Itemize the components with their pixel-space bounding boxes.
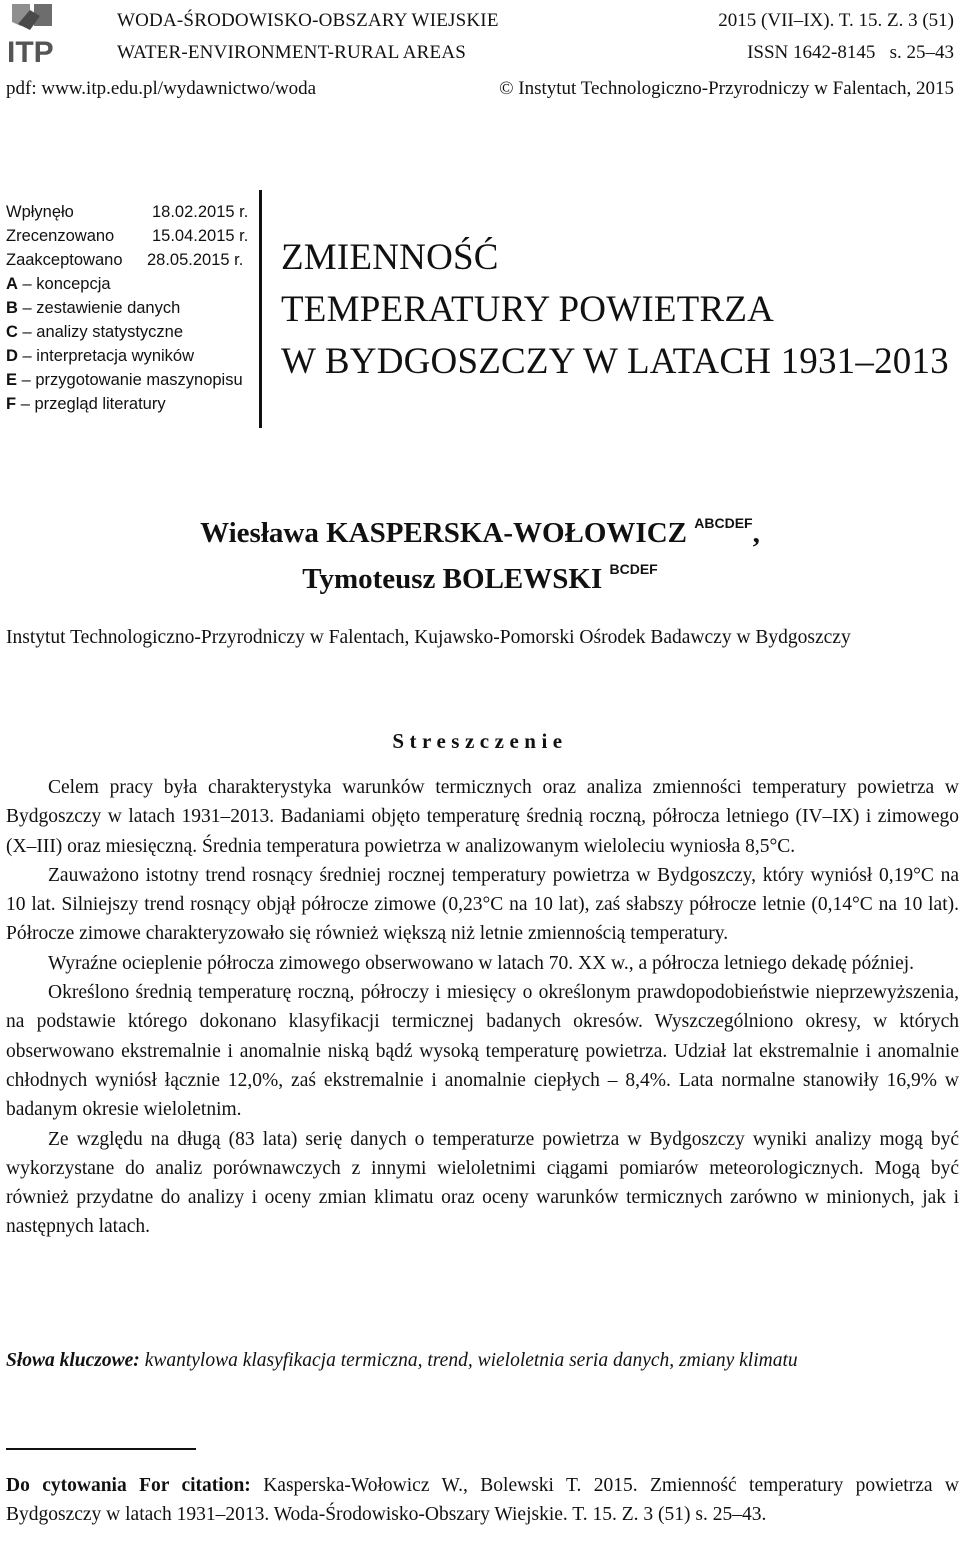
keywords-label: Słowa kluczowe: (6, 1350, 140, 1371)
publisher-copyright: © Instytut Technologiczno-Przyrodniczy w Falentach, 2015 (499, 78, 954, 99)
itp-logo (4, 2, 88, 68)
contribution-item: D – interpretacja wyników (6, 347, 195, 365)
page-range: s. 25–43 (889, 42, 954, 63)
date-reviewed-value: 15.04.2015 r. (152, 227, 249, 245)
keywords (6, 1346, 960, 1375)
citation (6, 1471, 959, 1530)
author-roles: ABCDEF (694, 515, 753, 531)
article-title-line-1: ZMIENNOŚĆ (281, 237, 499, 278)
article-title-line-2: TEMPERATURY POWIETRZA (281, 289, 775, 330)
abstract-paragraph: Celem pracy była charakterystyka warunków termicznych oraz analiza zmienności temperatury powietrza w Bydgoszczy w latach 1931–2013. Badaniami objęto temperaturę średnią roczną, półrocza letniego (IV–IX) i zimowego (X–III) oraz miesięczną. Średnia temperatura powietrza w analizowanym wieloleciu wyniosła 8,5°C. (6, 777, 959, 857)
citation-label: Do cytowania For citation: (6, 1475, 251, 1496)
journal-name-pl: WODA-ŚRODOWISKO-OBSZARY WIEJSKIE (117, 10, 499, 31)
date-received-value: 18.02.2015 r. (152, 203, 249, 221)
abstract-paragraph: Określono średnią temperaturę roczną, półroczy i miesięcy o określonym prawdopodobieństwie nieprzewyższenia, na podstawie którego dokonano klasyfikacji termicznej badanych okresów. Wyszczególniono okresy, w których obserwowano ekstremalnie i anomalnie niską bądź wysoką temperaturę powietrza. Udział lat ekstremalnie i anomalnie chłodnych wyniósł łącznie 12,0%, zaś ekstremalnie i anomalnie ciepłych – 8,4%. Lata normalne stanowiły 16,9% w badanym okresie wieloletnim. (6, 982, 959, 1121)
date-accepted-value: 28.05.2015 r. (147, 251, 244, 269)
author-2: Tymoteusz BOLEWSKI $^{BCDEF}$ (302, 561, 658, 595)
pdf-url-link[interactable]: pdf: www.itp.edu.pl/wydawnictwo/woda (6, 78, 317, 99)
date-received (6, 203, 74, 222)
date-accepted (6, 251, 123, 270)
authors (0, 505, 960, 597)
author-roles: BCDEF (609, 561, 658, 577)
contribution-item: E – przygotowanie maszynopisu (6, 371, 243, 389)
abstract-body (6, 773, 959, 1242)
journal-name-en: WATER-ENVIRONMENT-RURAL AREAS (117, 42, 467, 63)
abstract-paragraph: Zauważono istotny trend rosnący średniej rocznej temperatury powietrza w Bydgoszczy, który wyniósł 0,19°C na 10 lat. Silniejszy trend rosnący objął półrocze zimowe (0,23°C na 10 lat), zaś słabszy półrocze letnie (0,14°C na 10 lat). Półrocze zimowe charakteryzowało się również większą niż letnie zmiennością temperatury. (6, 864, 959, 945)
date-label: Wpłynęło (6, 203, 74, 221)
author-1: Wiesława KASPERSKA-WOŁOWICZ $^{ABCDEF}$, (200, 515, 760, 549)
abstract-paragraph: Wyraźne ocieplenie półrocza zimowego obserwowano w latach 70. XX w., a półrocza letniego dekadę później. (48, 952, 915, 974)
issn: ISSN 1642-8145 (747, 42, 876, 63)
keywords-text: kwantylowa klasyfikacja termiczna, trend, wieloletnia seria danych, zmiany klimatu (144, 1350, 798, 1371)
affiliation: Instytut Technologiczno-Przyrodniczy w Falentach, Kujawsko-Pomorski Ośrodek Badawczy w Bydgoszczy (6, 627, 851, 648)
vertical-divider (259, 190, 262, 428)
contribution-item: A – koncepcja (6, 275, 111, 293)
date-reviewed (6, 227, 114, 246)
issn-pages (747, 42, 954, 64)
contribution-item: B – zestawienie danych (6, 299, 181, 317)
citation-text: Kasperska-Wołowicz W., Bolewski T. 2015. Zmienność temperatury powietrza w Bydgoszczy w latach 1931–2013. Woda-Środowisko-Obszary Wiejskie. T. 15. Z. 3 (51) s. 25–43. (6, 1475, 960, 1526)
footnote-rule (6, 1448, 196, 1450)
abstract-paragraph: Ze względu na długą (83 lata) serię danych o temperaturze powietrza w Bydgoszczy wyniki analizy mogą być wykorzystane do analiz porównawczych z innymi wieloletnimi ciągami pomiarów meteorologicznych. Mogą być również przydatne do analizy i oceny zmian klimatu oraz oceny warunków termicznych zarówno w minionych, jak i następnych latach. (6, 1128, 959, 1238)
issue-info: 2015 (VII–IX). T. 15. Z. 3 (51) (718, 10, 954, 31)
date-label: Zrecenzowano (6, 227, 115, 245)
contribution-item: F – przegląd literatury (6, 395, 166, 413)
article-title-line-3: W BYDGOSZCZY W LATACH 1931–2013 (281, 341, 949, 382)
date-label: Zaakceptowano (6, 251, 123, 269)
abstract-heading: Streszczenie (392, 729, 568, 753)
contribution-item: C – analizy statystyczne (6, 323, 184, 341)
logo-text: ITP (7, 36, 54, 68)
